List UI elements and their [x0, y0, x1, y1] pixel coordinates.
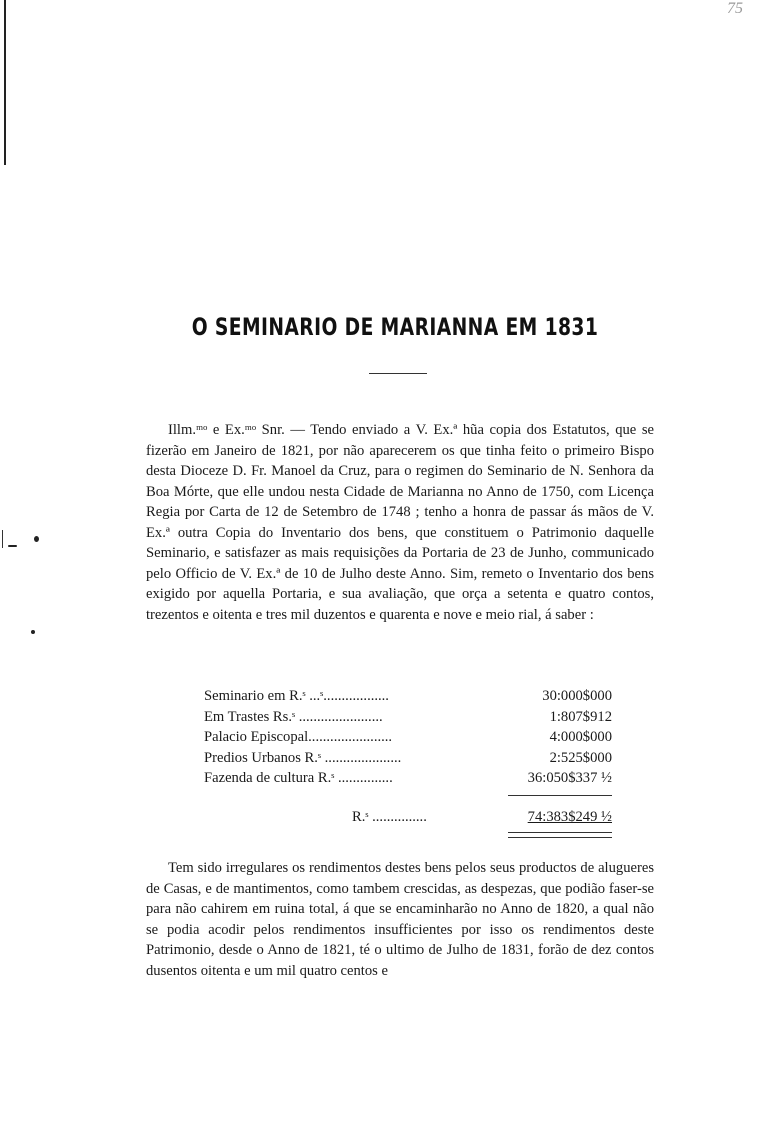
ledger-value: 1:807$912 [549, 708, 612, 725]
ledger-value: 36:050$337 ½ [527, 770, 612, 786]
ledger-label: Seminario em R.ˢ ...ˢ.................. [204, 688, 389, 704]
ledger-label: Predios Urbanos R.ˢ ..................... [204, 749, 402, 766]
page-title: O SEMINARIO DE MARIANNA EM 1831 [191, 313, 599, 341]
ledger-subtotal-rule [508, 795, 612, 796]
title-divider [369, 373, 427, 374]
scan-speck [8, 545, 17, 547]
paragraph-intro: Illm.ᵐᵒ e Ex.ᵐᵒ Snr. — Tendo enviado a V. Ex.ª hũa copia dos Estatutos, que se fizerão em Janeiro de 1821, por não aparecerem os que tinha feito o primeiro Bispo desta Dioceze D. Fr. Manoel da Cruz, para o regimen do Seminario de N. Senhora da Boa Mórte, que elle undou nesta Cidade de Marianna no Anno de 1750, com Licença Regia por Carta de 12 de Setembro de 1748 ; tenho a honra de passar ás mãos de V. Ex.ª outra Copia do Inventario dos bens, que constituem o Patrimonio daquelle Seminario, e satisfazer as mais requisições da Portaria de 23 de Junho, communicado pelo Officio de V. Ex.ª de 10 de Julho deste Anno. Sim, remeto o Inventario dos bens exigido por aquella Portaria, e sua avaliação, que orça a setenta e quatro contos, trezentos e oitenta e tres mil duzentos e quarenta e nove e meio rial, á saber : [146, 422, 654, 623]
scan-edge-mark [4, 0, 6, 165]
ledger-total-row [352, 806, 612, 828]
ledger-total-value: 74:383$249 ½ [527, 809, 612, 825]
scan-speck [31, 630, 35, 634]
page-number-mark: 75 [727, 0, 743, 17]
ledger-value: 2:525$000 [549, 749, 612, 766]
ledger-label: Em Trastes Rs.ˢ ....................... [204, 708, 383, 725]
scan-edge-mark-lower [2, 530, 3, 548]
ledger-value: 30:000$000 [542, 688, 612, 704]
ledger-label: Fazenda de cultura R.ˢ ............... [204, 770, 393, 786]
ledger-row [204, 768, 612, 789]
ledger-total-double-rule [508, 832, 612, 838]
paragraph-income: Tem sido irregulares os rendimentos destes bens pelos seus productos de alugueres de Casas, e de mantimentos, como tambem crescidas, as despezas, que podião faser-se para não cahirem em ruina total, á que se encaminharão no Anno de 1820, a qual não se podia acodir pelos rendimentos insufficientes por isso os rendimentos deste Patrimonio, desde o Anno de 1821, té o ultimo de Julho de 1831, forão de dez contos dusentos oitenta e um mil quatro centos e [146, 860, 654, 979]
ledger-total-label: R.ˢ ............... [352, 809, 427, 825]
ledger-row [204, 707, 612, 728]
ledger-row [204, 686, 612, 707]
inventory-ledger [204, 686, 612, 825]
ledger-label: Palacio Episcopal....................... [204, 729, 393, 745]
ledger-row [204, 727, 612, 748]
ledger-row [204, 748, 612, 769]
scan-speck [34, 536, 39, 542]
ledger-value: 4:000$000 [549, 729, 612, 745]
